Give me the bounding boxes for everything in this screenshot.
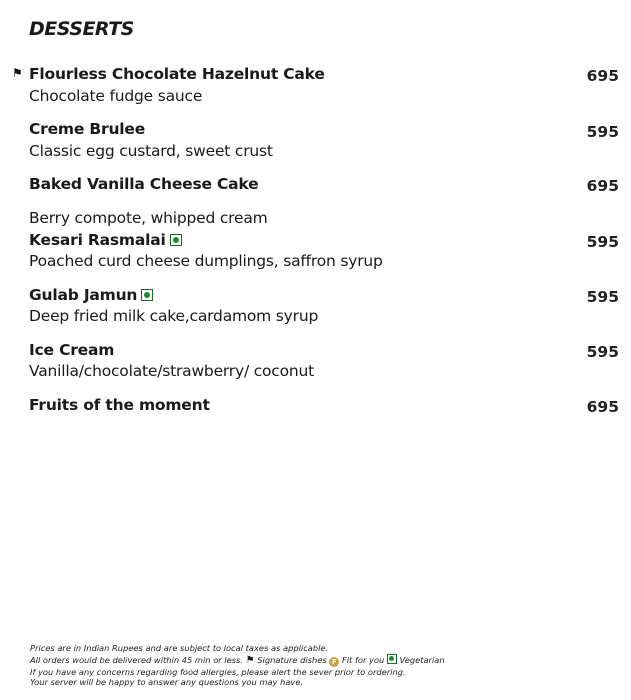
item-name: Flourless Chocolate Hazelnut Cake (29, 65, 325, 83)
section-title: DESSERTS (29, 18, 134, 40)
item-price: 695 (586, 177, 619, 195)
legend-label: Fit for you (341, 654, 385, 665)
item-name: Baked Vanilla Cheese Cake (29, 175, 259, 193)
item-name: Ice Cream (29, 341, 115, 359)
footer-line: Your server will be happy to answer any questions you may have. (30, 677, 304, 687)
legend-label: Signature dishes (257, 654, 327, 665)
footer-line: Prices are in Indian Rupees and are subject to local taxes as applicable. (30, 643, 329, 653)
footer-line: If you have any concerns regarding food allergies, please alert the sever prior to ordering. (30, 666, 406, 677)
item-description: Vanilla/chocolate/strawberry/ coconut (29, 362, 315, 380)
item-price: 595 (586, 288, 619, 306)
item-name-text: Gulab Jamun (29, 286, 138, 304)
item-price: 595 (586, 123, 619, 141)
item-name: Creme Brulee (29, 120, 146, 138)
item-description: Poached curd cheese dumplings, saffron syrup (29, 252, 383, 270)
item-price: 595 (586, 233, 619, 251)
footer-legend (30, 654, 445, 667)
item-name (29, 286, 153, 304)
item-name (29, 231, 182, 249)
footer-line: All orders would be delivered within 45 min or less. (30, 654, 244, 665)
item-description: Berry compote, whipped cream (29, 209, 268, 227)
vegetarian-icon (387, 654, 397, 664)
item-description: Chocolate fudge sauce (29, 87, 203, 105)
item-name-text: Kesari Rasmalai (29, 231, 166, 249)
item-description: Classic egg custard, sweet crust (29, 142, 273, 160)
signature-dish-icon: ⚑ (245, 654, 255, 666)
item-price: 695 (586, 67, 619, 85)
vegetarian-icon (170, 234, 182, 246)
item-name: Fruits of the moment (29, 396, 210, 414)
signature-dish-icon: ⚑ (12, 66, 23, 80)
vegetarian-icon (141, 289, 153, 301)
item-description: Deep fried milk cake,cardamom syrup (29, 307, 319, 325)
footer-notes (30, 643, 445, 688)
item-price: 595 (586, 343, 619, 361)
legend-label: Vegetarian (399, 654, 445, 665)
fit-for-you-icon: F (329, 657, 339, 667)
item-price: 695 (586, 398, 619, 416)
